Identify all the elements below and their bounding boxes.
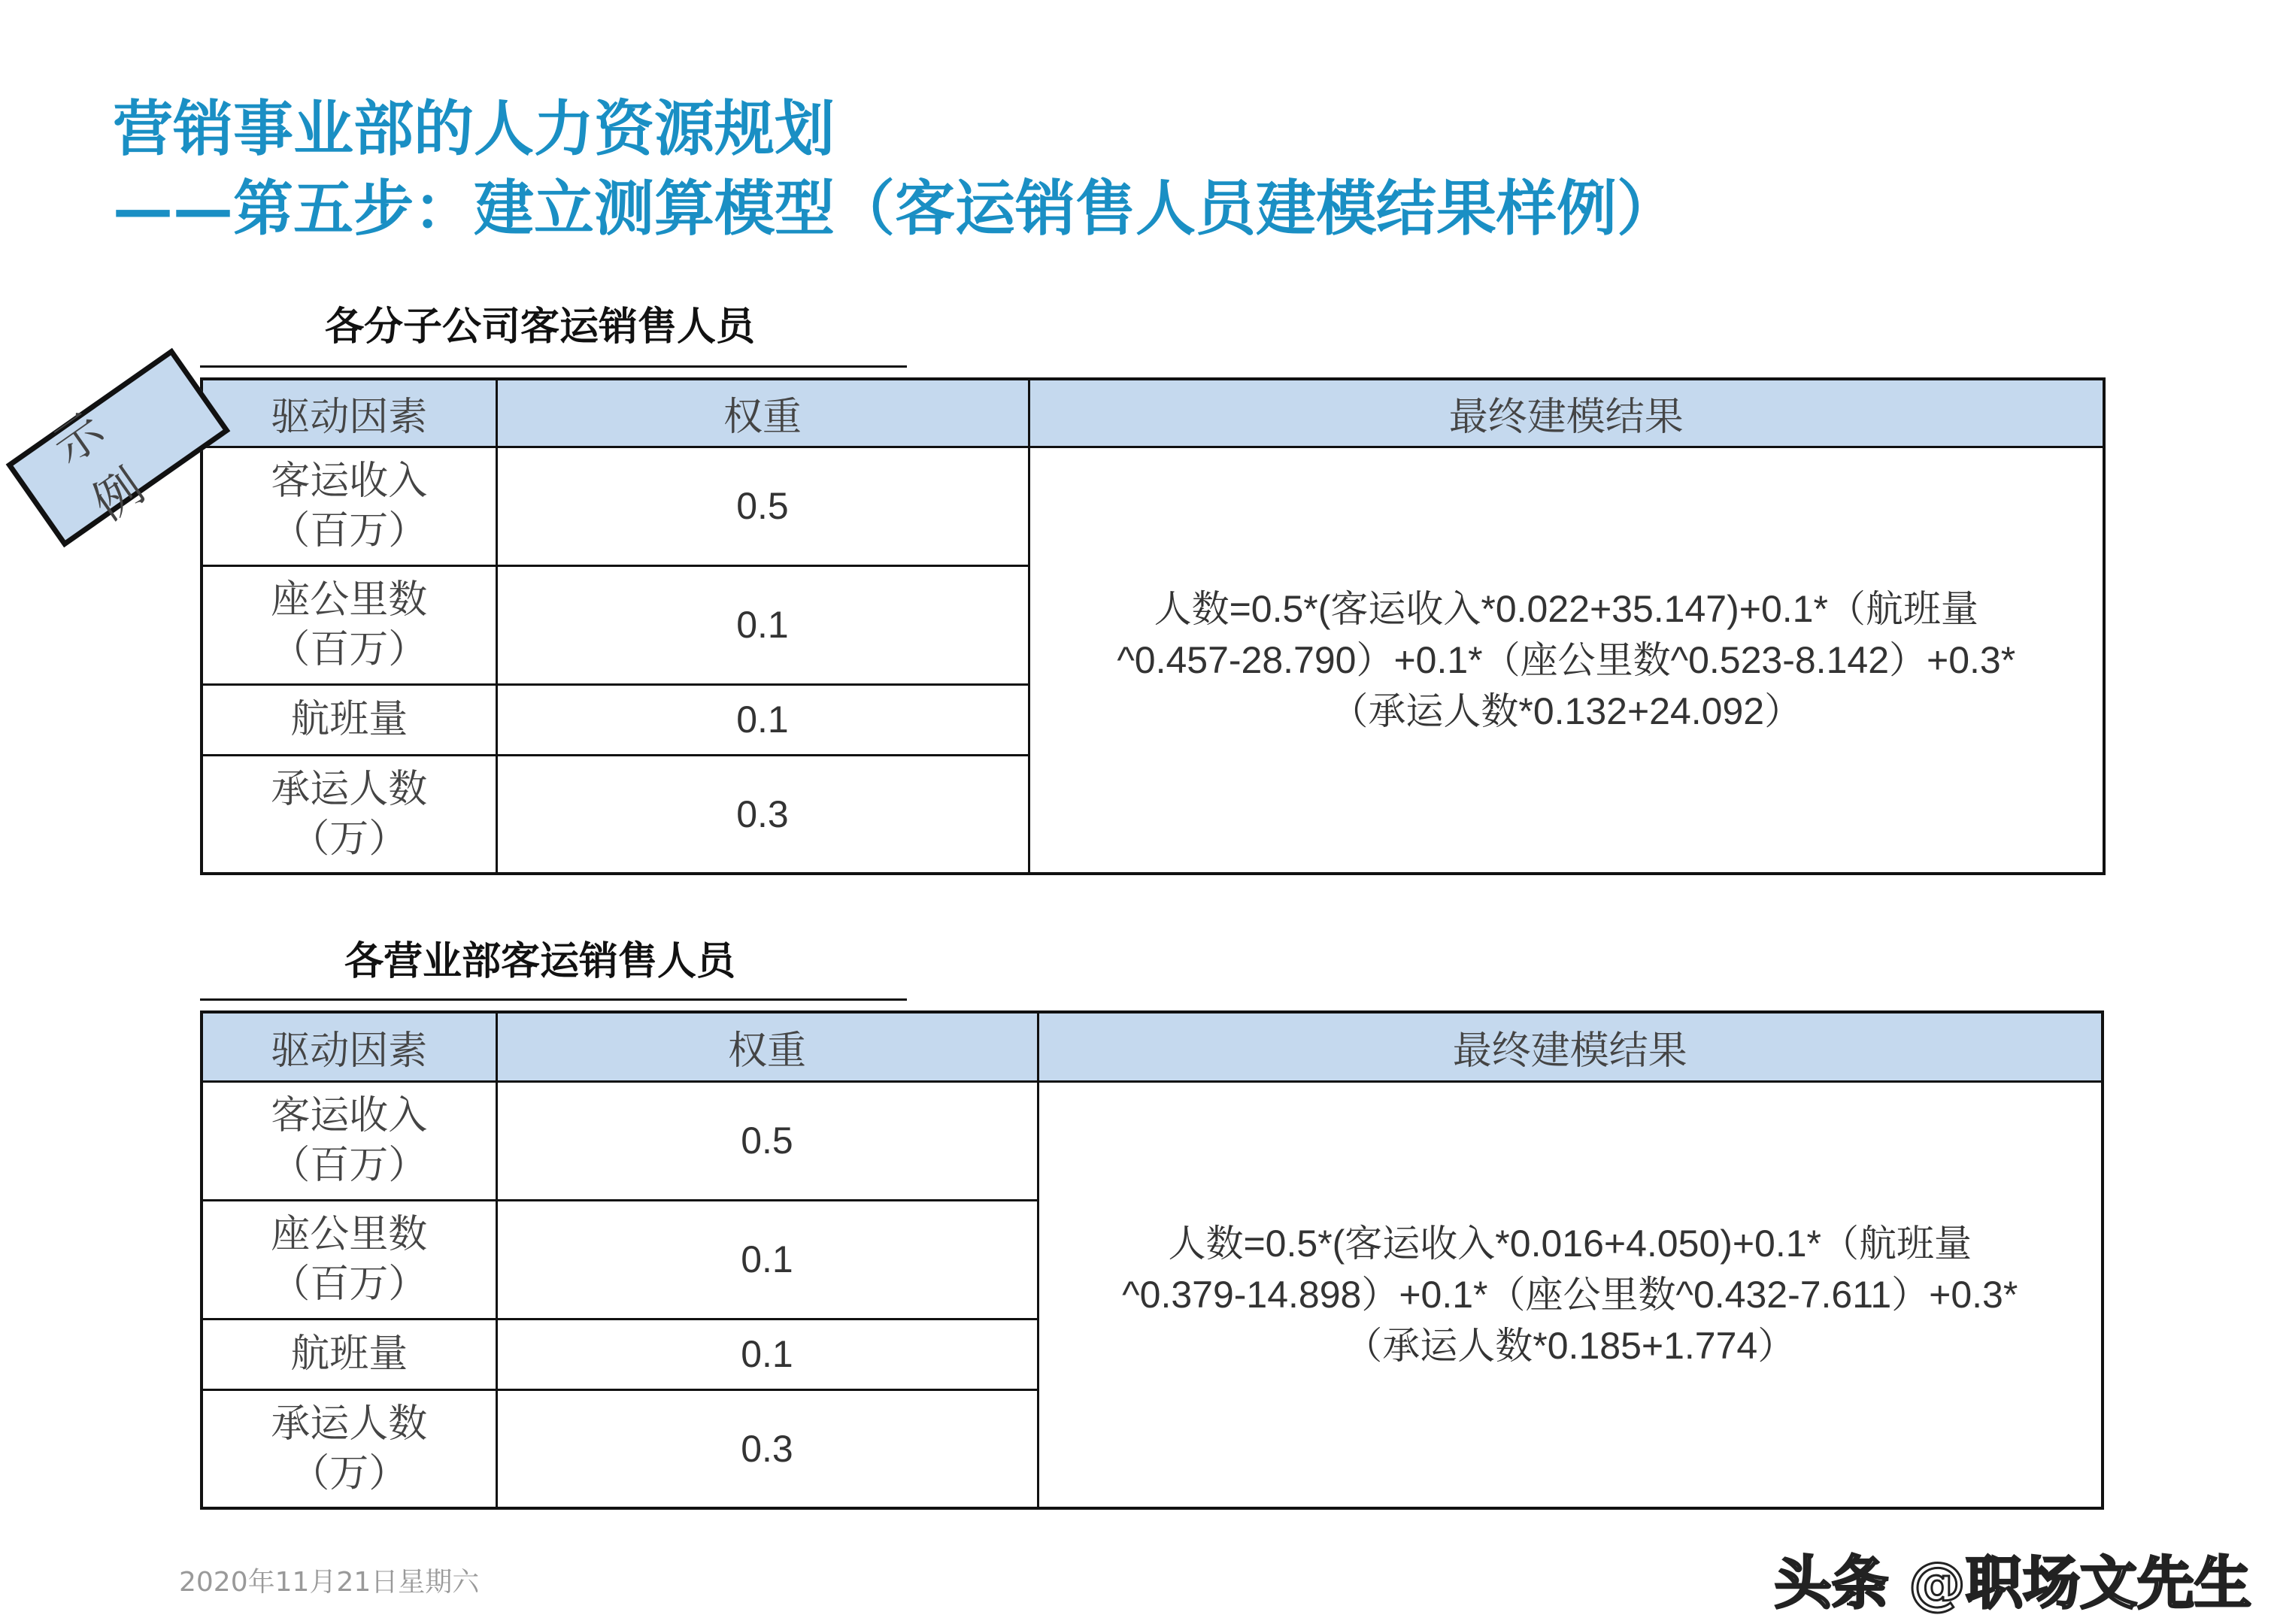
header-factor: 驱动因素 (202, 379, 496, 447)
factor-cell (202, 755, 496, 874)
table-header-row (202, 379, 2104, 447)
weight-cell: 0.1 (496, 1200, 1038, 1319)
section-heading-branch-companies: 各分子公司客运销售人员 (325, 304, 756, 350)
formula-line-2: ^0.457-28.790）+0.1*（座公里数^0.523-8.142）+0.3* (1117, 638, 2016, 681)
factor-cell (202, 1081, 496, 1200)
factor-name: 承运人数 (271, 766, 428, 812)
factor-name: 航班量 (290, 697, 408, 742)
example-stamp: 示例 (6, 348, 231, 547)
factor-name: 座公里数 (271, 577, 428, 623)
formula-line-3: （承运人数*0.132+24.092） (1330, 689, 1803, 732)
factor-cell (202, 1389, 496, 1508)
factor-name: 座公里数 (271, 1212, 428, 1257)
factor-unit: （百万） (271, 1143, 428, 1188)
factor-name: 客运收入 (271, 1093, 428, 1138)
weight-cell: 0.5 (496, 447, 1029, 565)
formula-line-3: （承运人数*0.185+1.774） (1345, 1324, 1796, 1367)
factor-unit: （万） (290, 816, 408, 862)
formula-cell (1029, 447, 2104, 874)
model-table-branch-companies (200, 377, 2106, 875)
formula-line-2: ^0.379-14.898）+0.1*（座公里数^0.432-7.611）+0.3* (1122, 1273, 2018, 1316)
header-factor: 驱动因素 (202, 1012, 496, 1081)
model-table-sales-offices (200, 1010, 2104, 1510)
factor-name: 承运人数 (271, 1401, 428, 1447)
header-weight: 权重 (496, 1012, 1038, 1081)
factor-unit: （万） (290, 1450, 408, 1496)
section-rule (200, 998, 907, 1001)
factor-unit: （百万） (271, 627, 428, 672)
factor-cell (202, 565, 496, 684)
factor-unit: （百万） (271, 1262, 428, 1307)
header-result: 最终建模结果 (1038, 1012, 2103, 1081)
table-row (202, 447, 2104, 565)
factor-cell (202, 447, 496, 565)
watermark: 头条 @职场文先生 (1774, 1550, 2251, 1616)
title-line-1: 营销事业部的人力资源规划 (113, 93, 835, 164)
factor-unit: （百万） (271, 508, 428, 553)
page-title (113, 89, 1677, 248)
factor-name: 航班量 (290, 1332, 408, 1377)
weight-cell: 0.3 (496, 1389, 1038, 1508)
section-heading-sales-offices: 各营业部客运销售人员 (344, 938, 736, 984)
weight-cell: 0.1 (496, 565, 1029, 684)
weight-cell: 0.1 (496, 684, 1029, 755)
section-rule (200, 365, 907, 368)
factor-cell (202, 1319, 496, 1389)
factor-cell (202, 1200, 496, 1319)
weight-cell: 0.3 (496, 755, 1029, 874)
table-header-row (202, 1012, 2103, 1081)
factor-name: 客运收入 (271, 459, 428, 504)
footer-date: 2020年11月21日星期六 (179, 1567, 480, 1598)
header-result: 最终建模结果 (1029, 379, 2104, 447)
weight-cell: 0.1 (496, 1319, 1038, 1389)
formula-line-1: 人数=0.5*(客运收入*0.016+4.050)+0.1*（航班量 (1168, 1222, 1972, 1265)
factor-cell (202, 684, 496, 755)
title-line-2: ——第五步：建立测算模型（客运销售人员建模结果样例） (113, 173, 1677, 244)
table-row (202, 1081, 2103, 1200)
header-weight: 权重 (496, 379, 1029, 447)
formula-cell (1038, 1081, 2103, 1508)
formula-line-1: 人数=0.5*(客运收入*0.022+35.147)+0.1*（航班量 (1154, 587, 1978, 630)
weight-cell: 0.5 (496, 1081, 1038, 1200)
